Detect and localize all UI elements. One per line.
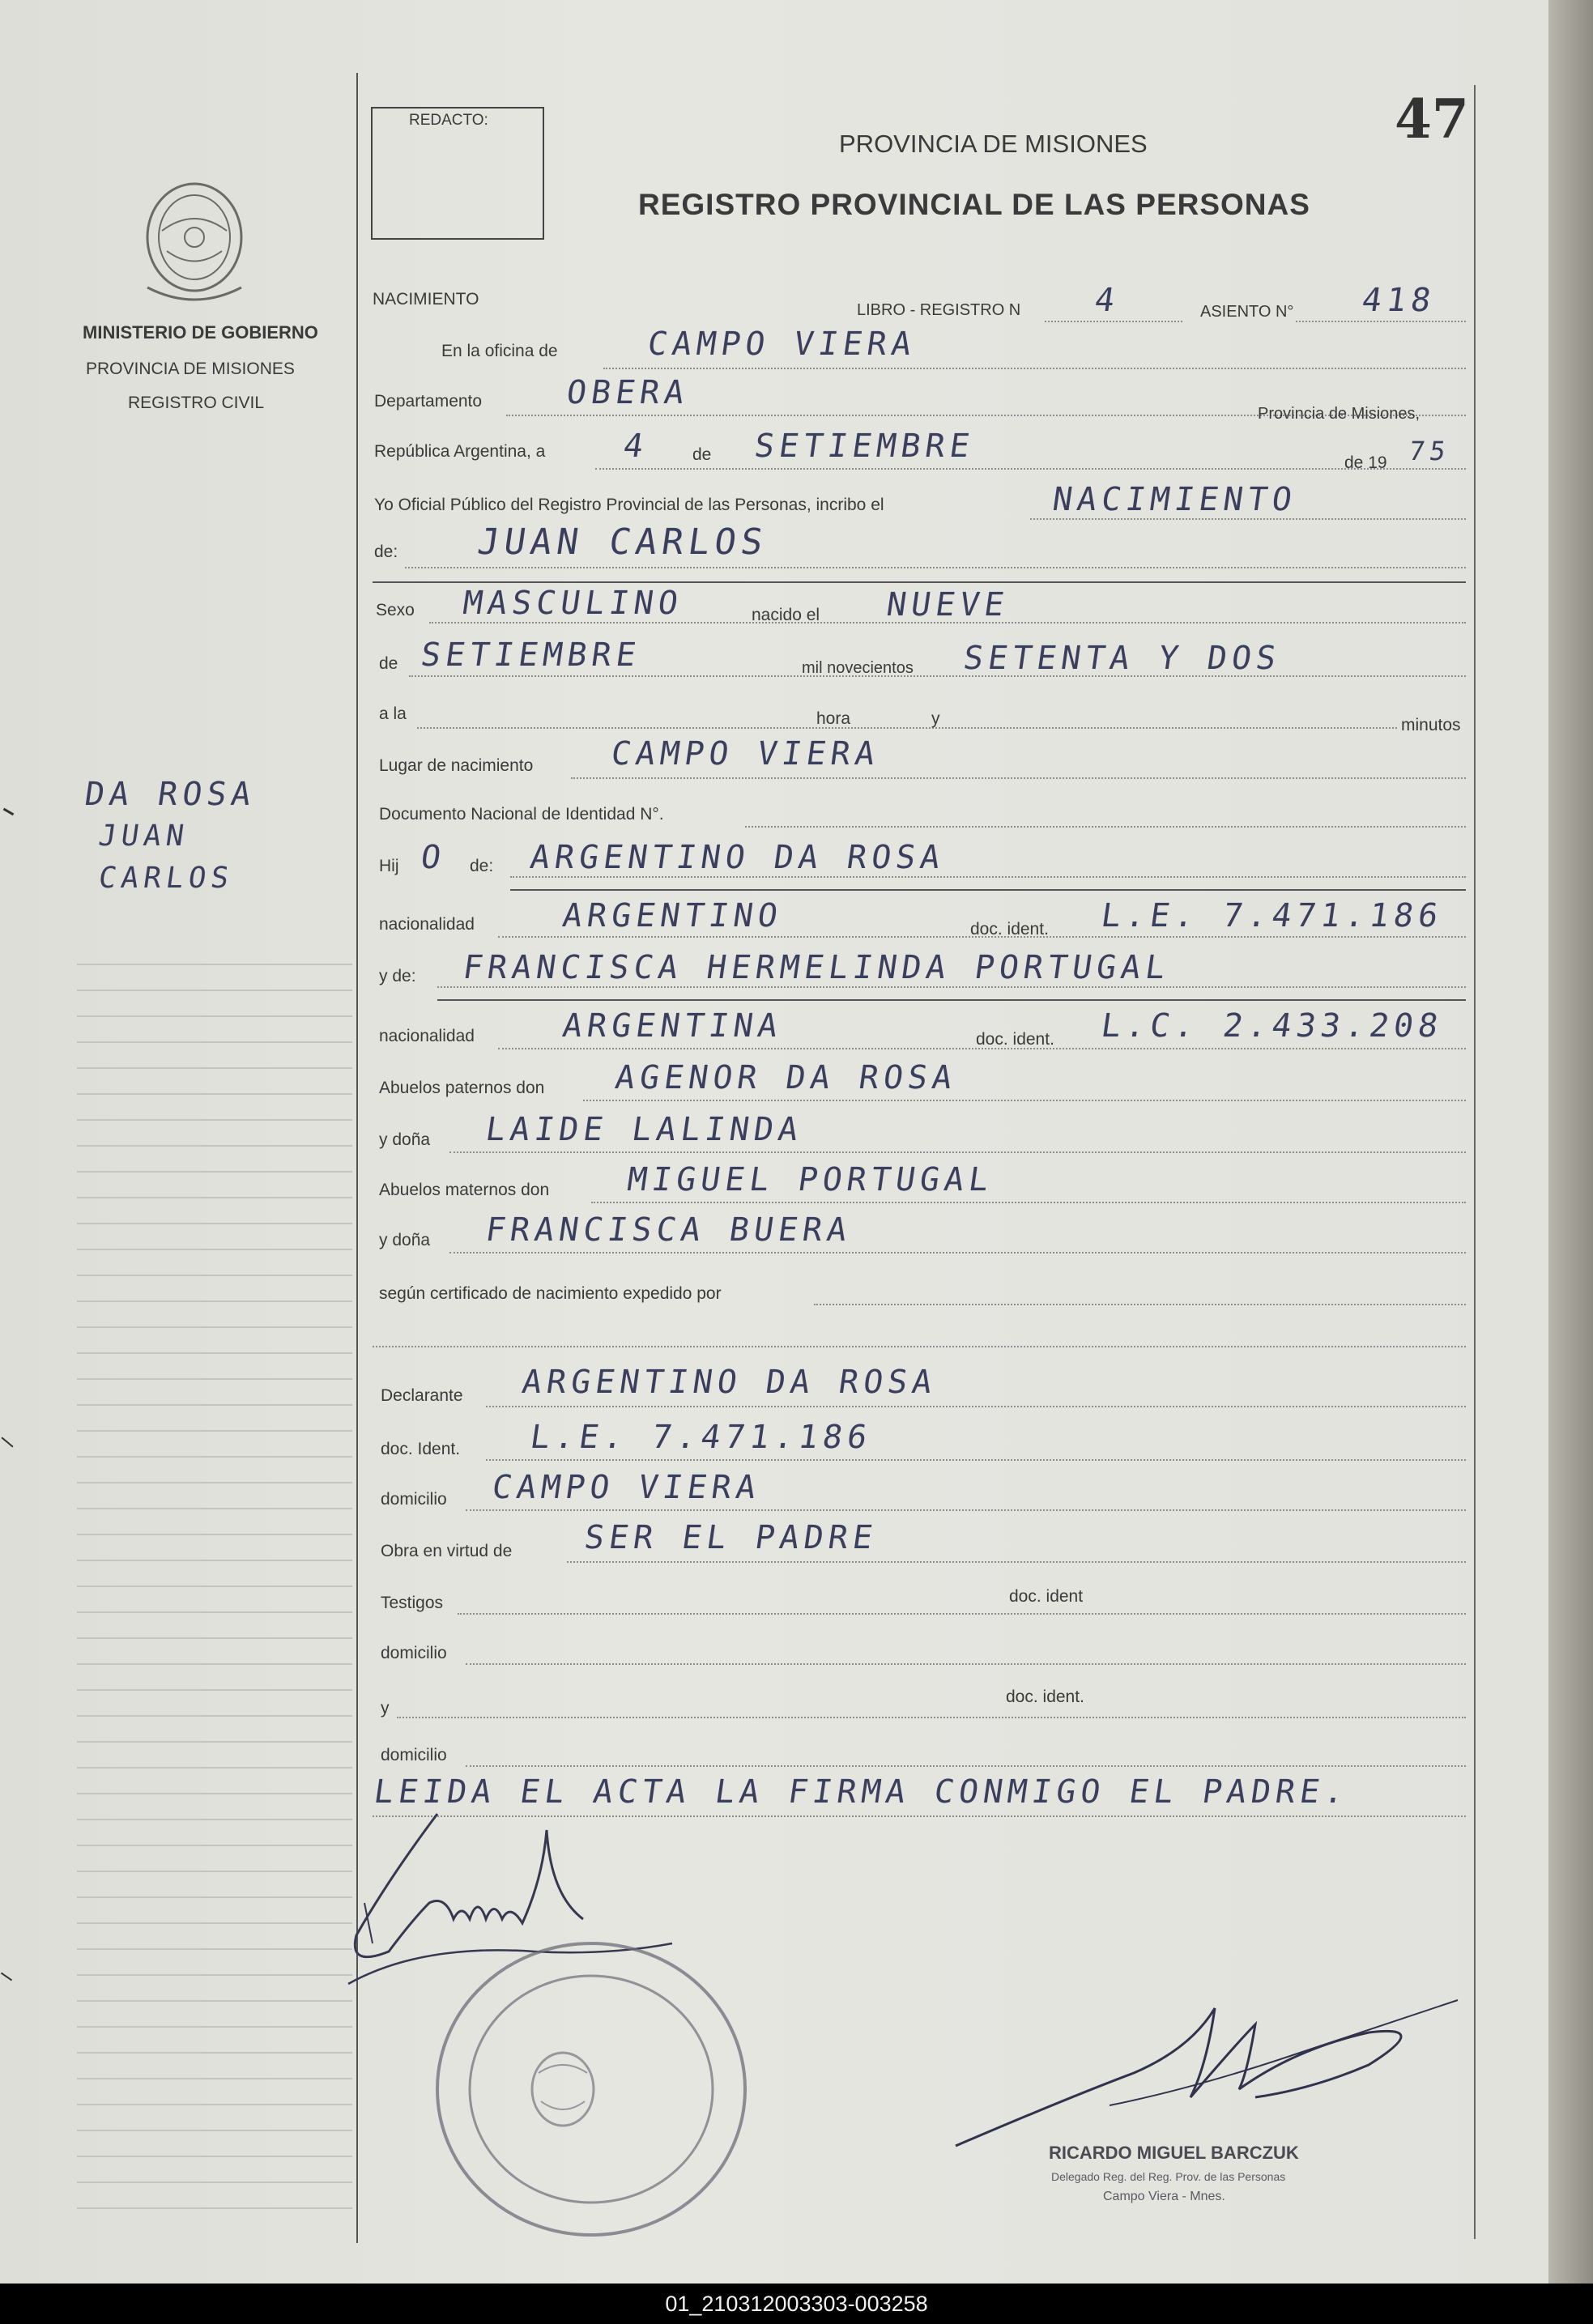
- label-y-dona-materna: y doña: [379, 1231, 431, 1249]
- value-anio: 75: [1407, 436, 1453, 466]
- value-dia: 4: [620, 428, 651, 465]
- official-place: Campo Viera - Mnes.: [1103, 2190, 1225, 2203]
- dotted-rule: [458, 1613, 1466, 1615]
- label-mil: mil novecientos: [802, 659, 914, 677]
- margin-note-surname: DA ROSA: [82, 776, 258, 813]
- dotted-rule: [583, 1100, 1466, 1101]
- value-abuela-materna: FRANCISCA BUERA: [483, 1211, 854, 1249]
- section-rule: [437, 999, 1466, 1001]
- label-y-dona-paterna: y doña: [379, 1130, 431, 1149]
- label-lugar: Lugar de nacimiento: [379, 756, 534, 775]
- label-libro: LIBRO - REGISTRO N: [857, 301, 1021, 319]
- value-acto: NACIMIENTO: [1050, 481, 1300, 518]
- official-title: Delegado Reg. del Reg. Prov. de las Personas: [1051, 2170, 1286, 2183]
- label-doc-ident-testigo2: doc. ident.: [1006, 1688, 1084, 1706]
- label-de-nombre: de:: [374, 543, 398, 561]
- dotted-rule: [486, 1406, 1466, 1407]
- dotted-rule: [373, 1346, 1466, 1347]
- value-lugar: CAMPO VIERA: [608, 735, 883, 773]
- value-declarante: ARGENTINO DA ROSA: [519, 1364, 939, 1401]
- ministry-civil-registry: REGISTRO CIVIL: [128, 394, 265, 412]
- dotted-rule: [1045, 321, 1182, 322]
- label-de-mes: de: [379, 654, 398, 673]
- value-madre: FRANCISCA HERMELINDA PORTUGAL: [460, 949, 1173, 986]
- value-libro: 4: [1092, 282, 1122, 319]
- label-hij-de: de:: [470, 857, 494, 875]
- label-doc-ident-declarante: doc. Ident.: [381, 1440, 461, 1458]
- dotted-rule: [437, 986, 1466, 988]
- label-republica: República Argentina, a: [374, 442, 546, 461]
- dotted-rule: [603, 368, 1466, 369]
- label-declarante: Declarante: [381, 1386, 463, 1405]
- value-nacido-mes: SETIEMBRE: [418, 636, 643, 674]
- dotted-rule: [510, 876, 1466, 878]
- dotted-rule: [1030, 518, 1466, 520]
- dotted-rule: [449, 1252, 1466, 1254]
- dotted-rule: [1296, 321, 1466, 322]
- image-filename: 01_210312003303-003258: [0, 2284, 1593, 2324]
- label-hora: hora: [816, 709, 851, 728]
- value-departamento: OBERA: [564, 374, 692, 411]
- section-rule: [373, 581, 1466, 583]
- dotted-rule: [486, 1459, 1466, 1461]
- label-abuelos-maternos: Abuelos maternos don: [379, 1181, 550, 1199]
- dotted-rule: [571, 777, 1466, 779]
- registry-stamp: [421, 1927, 761, 2251]
- value-sexo: MASCULINO: [460, 585, 685, 622]
- label-y-de: y de:: [379, 967, 416, 985]
- section-rule: [510, 889, 1466, 891]
- label-abuelos-paternos: Abuelos paternos don: [379, 1079, 545, 1097]
- label-sexo: Sexo: [376, 601, 415, 619]
- label-de: de: [692, 445, 712, 464]
- label-domicilio-testigo2: domicilio: [381, 1746, 447, 1764]
- margin-note-name2: CARLOS: [96, 862, 236, 895]
- dotted-rule: [595, 468, 1466, 470]
- page-number: 47: [1395, 87, 1469, 151]
- label-de-19: de 19: [1344, 453, 1387, 472]
- value-padre-nacionalidad: ARGENTINO: [560, 897, 785, 934]
- dotted-rule: [567, 1561, 1466, 1563]
- margin-ruled-lines: [77, 939, 352, 2219]
- binder-mark: [0, 808, 14, 826]
- label-hij: Hij: [379, 857, 399, 875]
- label-domicilio-testigo1: domicilio: [381, 1644, 447, 1662]
- dotted-rule: [405, 567, 1466, 568]
- page-stack-edge: [1548, 0, 1593, 2284]
- binder-mark: [1, 1437, 13, 1447]
- value-madre-nacionalidad: ARGENTINA: [560, 1007, 785, 1045]
- value-declarante-doc: L.E. 7.471.186: [527, 1419, 875, 1456]
- value-hij-suffix: O: [418, 839, 449, 876]
- value-padre: ARGENTINO DA ROSA: [527, 839, 948, 876]
- value-abuelo-materno: MIGUEL PORTUGAL: [624, 1161, 996, 1198]
- binder-mark: [1, 1973, 12, 1981]
- ministry-name: MINISTERIO DE GOBIERNO: [83, 322, 318, 343]
- label-y-testigo2: y: [381, 1699, 390, 1717]
- label-asiento: ASIENTO N°: [1200, 303, 1294, 321]
- official-name: RICARDO MIGUEL BARCZUK: [1049, 2143, 1299, 2163]
- closing-phrase: LEIDA EL ACTA LA FIRMA CONMIGO EL PADRE.: [371, 1773, 1352, 1811]
- dotted-rule: [745, 826, 1466, 828]
- dotted-rule: [449, 1151, 1466, 1153]
- value-nacido-anio: SETENTA Y DOS: [960, 640, 1284, 677]
- redacto-label: REDACTO:: [409, 112, 488, 129]
- label-a-la: a la: [379, 704, 407, 723]
- label-doc-ident-testigo1: doc. ident: [1009, 1587, 1084, 1606]
- value-declarante-domicilio: CAMPO VIERA: [489, 1469, 764, 1506]
- dotted-rule: [591, 1202, 1466, 1203]
- margin-note-name1: JUAN: [96, 819, 191, 853]
- label-segun: según certificado de nacimiento expedido por: [379, 1284, 722, 1303]
- label-nacido: nacido el: [752, 606, 820, 624]
- value-mes: SETIEMBRE: [752, 428, 977, 465]
- dotted-rule: [814, 1304, 1466, 1305]
- label-documento: Documento Nacional de Identidad N°.: [379, 805, 664, 824]
- dotted-rule: [466, 1663, 1466, 1665]
- value-oficina: CAMPO VIERA: [645, 326, 919, 363]
- coat-of-arms-icon: [138, 174, 251, 304]
- value-obra: SER EL PADRE: [581, 1519, 880, 1556]
- value-nacido-dia: NUEVE: [884, 586, 1012, 624]
- label-nacionalidad-madre: nacionalidad: [379, 1027, 475, 1045]
- label-yo-oficial: Yo Oficial Público del Registro Provincial de las Personas, incribo el: [374, 496, 884, 514]
- label-departamento: Departamento: [374, 392, 483, 411]
- ministry-province: PROVINCIA DE MISIONES: [86, 360, 295, 378]
- header-province: PROVINCIA DE MISIONES: [839, 130, 1148, 158]
- header-registry: REGISTRO PROVINCIAL DE LAS PERSONAS: [638, 188, 1310, 221]
- label-minutos: minutos: [1401, 716, 1461, 734]
- label-obra: Obra en virtud de: [381, 1542, 513, 1560]
- label-oficina: En la oficina de: [441, 342, 558, 360]
- dotted-rule: [397, 1717, 1466, 1718]
- label-testigos: Testigos: [381, 1594, 444, 1612]
- dotted-rule: [466, 1509, 1466, 1511]
- dotted-rule: [417, 727, 1397, 729]
- dotted-rule: [409, 675, 1466, 677]
- label-domicilio-declarante: domicilio: [381, 1490, 447, 1509]
- value-nombre: JUAN CARLOS: [475, 521, 770, 563]
- value-madre-doc: L.C. 2.433.208: [1098, 1007, 1446, 1045]
- official-signature: [948, 1992, 1466, 2154]
- value-padre-doc: L.E. 7.471.186: [1098, 897, 1446, 934]
- label-y: y: [931, 709, 940, 728]
- label-doc-ident-madre: doc. ident.: [976, 1030, 1054, 1049]
- form-right-border: [1474, 85, 1476, 2239]
- value-asiento: 418: [1359, 282, 1438, 319]
- label-nacimiento: NACIMIENTO: [373, 290, 479, 309]
- value-abuelo-paterno: AGENOR DA ROSA: [612, 1059, 960, 1096]
- value-abuela-paterna: LAIDE LALINDA: [483, 1111, 806, 1148]
- label-nacionalidad-padre: nacionalidad: [379, 915, 475, 934]
- label-provincia: Provincia de Misiones,: [1258, 405, 1420, 423]
- label-doc-ident-padre: doc. ident.: [970, 920, 1049, 939]
